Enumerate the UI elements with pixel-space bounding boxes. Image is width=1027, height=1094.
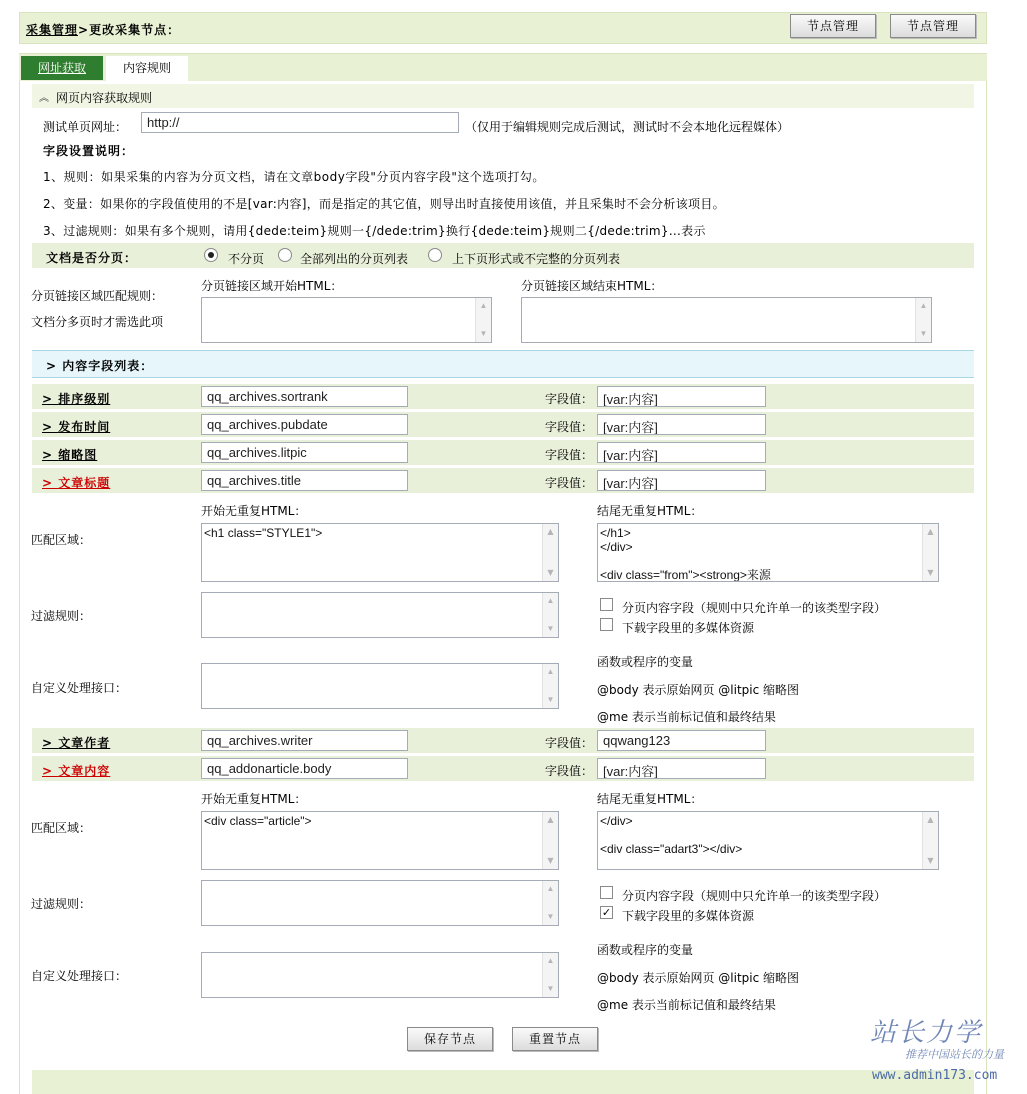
paging-region-label: 分页链接区域匹配规则： — [31, 289, 164, 303]
field-value-pubdate[interactable]: [var:内容] — [597, 414, 766, 435]
content-fields-header — [32, 350, 974, 378]
download-media-label: 下载字段里的多媒体资源 — [622, 621, 755, 635]
paged-field-checkbox[interactable] — [600, 886, 613, 899]
paging-label: 文档是否分页： — [46, 251, 138, 265]
content-fields-title: > 内容字段列表： — [46, 359, 154, 373]
field-name: 文章标题 — [58, 476, 111, 490]
field-value-label: 字段值： — [545, 420, 594, 434]
field-link-title[interactable]: > 文章标题 — [42, 476, 111, 490]
node-manage-button-2[interactable]: 节点管理 — [890, 14, 976, 38]
body-start-textarea[interactable]: <div class="article"> — [201, 811, 559, 870]
paging-end-label: 分页链接区域结束HTML： — [521, 279, 663, 293]
field-value-title[interactable]: [var:内容] — [597, 470, 766, 491]
download-media-checkbox[interactable]: ✓ — [601, 906, 612, 919]
field-input-sortrank[interactable]: qq_archives.sortrank — [201, 386, 408, 407]
field-link-body[interactable]: > 文章内容 — [42, 764, 111, 778]
field-row — [32, 468, 974, 494]
field-name: 缩略图 — [58, 448, 98, 462]
paged-field-label: 分页内容字段（规则中只允许单一的该类型字段） — [622, 601, 887, 615]
field-name: 排序级别 — [58, 392, 111, 406]
match-region-label: 匹配区域： — [31, 533, 92, 547]
field-name: 发布时间 — [58, 420, 111, 434]
end-html-label: 结尾无重复HTML： — [597, 792, 703, 806]
paging-start-label: 分页链接区域开始HTML： — [201, 279, 343, 293]
filter-rules-label: 过滤规则： — [31, 609, 92, 623]
content-fields-title-text: 内容字段列表： — [62, 359, 154, 373]
match-region-label: 匹配区域： — [31, 821, 92, 835]
paging-radio-all[interactable] — [278, 248, 292, 262]
me-hint: @me 表示当前标记值和最终结果 — [597, 998, 776, 1012]
body-custom-textarea[interactable] — [201, 952, 559, 998]
scroll-up-icon[interactable]: ▲ — [919, 301, 928, 310]
watermark-logo: 站长力学 — [870, 1018, 983, 1048]
field-input-pubdate[interactable]: qq_archives.pubdate — [201, 414, 408, 435]
paging-radio-none[interactable] — [204, 248, 218, 262]
help-line-1: 1、规则：如果采集的内容为分页文档，请在文章body字段"分页内容字段"这个选项打勾。 — [43, 170, 545, 184]
field-value-label: 字段值： — [545, 392, 594, 406]
paging-opt-none: 不分页 — [228, 252, 265, 266]
paging-radio-prevnext[interactable] — [428, 248, 442, 262]
body-filter-textarea[interactable] — [201, 880, 559, 926]
paging-opt-prevnext: 上下页形式或不完整的分页列表 — [452, 252, 621, 266]
download-media-checkbox[interactable] — [600, 618, 613, 631]
field-link-pubdate[interactable]: > 发布时间 — [42, 420, 111, 434]
scroll-down-icon[interactable]: ▼ — [546, 624, 555, 633]
field-help-title: 字段设置说明： — [43, 144, 135, 158]
field-value-label: 字段值： — [545, 476, 594, 490]
help-line-3: 3、过滤规则：如果有多个规则，请用{dede:teim}规则一{/dede:trim}换行{dede:teim}规则二{/dede:trim}...表示 — [43, 224, 706, 238]
scrollbar[interactable] — [475, 298, 491, 342]
field-input-title[interactable]: qq_archives.title — [201, 470, 408, 491]
scrollbar[interactable] — [922, 812, 938, 869]
end-html-label: 结尾无重复HTML： — [597, 504, 703, 518]
field-value-body[interactable]: [var:内容] — [597, 758, 766, 779]
tab-url-fetch[interactable]: 网址获取 — [21, 56, 103, 80]
field-row — [32, 756, 974, 782]
scrollbar[interactable] — [542, 524, 558, 581]
breadcrumb-link-collect[interactable]: 采集管理 — [26, 23, 79, 37]
field-row — [32, 384, 974, 410]
custom-interface-label: 自定义处理接口： — [31, 969, 128, 983]
paging-start-textarea[interactable] — [201, 297, 492, 343]
rules-section-header[interactable] — [32, 84, 974, 108]
breadcrumb — [26, 21, 180, 38]
body-hint: @body 表示原始网页 @litpic 缩略图 — [597, 971, 800, 985]
scrollbar[interactable] — [922, 524, 938, 581]
scrollbar[interactable] — [542, 953, 558, 997]
filter-rules-label: 过滤规则： — [31, 897, 92, 911]
title-start-textarea[interactable]: <h1 class="STYLE1"> — [201, 523, 559, 582]
field-value-writer[interactable]: qqwang123 — [597, 730, 766, 751]
field-input-body[interactable]: qq_addonarticle.body — [201, 758, 408, 779]
scroll-down-icon[interactable]: ▼ — [927, 568, 934, 577]
title-filter-textarea[interactable] — [201, 592, 559, 638]
title-end-textarea[interactable]: </h1> </div> <div class="from"><strong>来源 — [597, 523, 939, 582]
test-url-label: 测试单页网址： — [43, 120, 128, 134]
scroll-up-icon[interactable]: ▲ — [927, 527, 934, 536]
test-url-note: （仅用于编辑规则完成后测试，测试时不会本地化远程媒体） — [465, 120, 790, 134]
scroll-up-icon[interactable]: ▲ — [547, 815, 554, 824]
scroll-up-icon[interactable]: ▲ — [546, 667, 555, 676]
paging-region-hint: 文档分多页时才需选此项 — [31, 315, 164, 329]
title-custom-textarea[interactable] — [201, 663, 559, 709]
scroll-down-icon[interactable]: ▼ — [479, 329, 488, 338]
test-url-input[interactable]: http:// — [141, 112, 459, 133]
field-input-writer[interactable]: qq_archives.writer — [201, 730, 408, 751]
field-value-label: 字段值： — [545, 448, 594, 462]
breadcrumb-sep: > — [78, 23, 90, 37]
save-node-button[interactable]: 保存节点 — [407, 1027, 493, 1051]
field-name: 文章作者 — [58, 736, 111, 750]
scrollbar[interactable] — [915, 298, 931, 342]
scroll-down-icon[interactable]: ▼ — [546, 695, 555, 704]
paged-field-label: 分页内容字段（规则中只允许单一的该类型字段） — [622, 889, 887, 903]
field-name: 文章内容 — [58, 764, 111, 778]
scroll-up-icon[interactable]: ▲ — [546, 884, 555, 893]
scroll-down-icon[interactable]: ▼ — [546, 984, 555, 993]
field-value-label: 字段值： — [545, 736, 594, 750]
tab-content-rules[interactable]: 内容规则 — [106, 56, 188, 81]
field-link-litpic[interactable]: > 缩略图 — [42, 448, 98, 462]
body-end-textarea[interactable]: </div> <div class="adart3"></div> — [597, 811, 939, 870]
watermark-slogan: 推荐中国站长的力量 — [905, 1048, 1004, 1061]
scrollbar[interactable] — [542, 881, 558, 925]
scroll-down-icon[interactable]: ▼ — [547, 856, 554, 865]
scroll-up-icon[interactable]: ▲ — [479, 301, 488, 310]
reset-node-button[interactable]: 重置节点 — [512, 1027, 598, 1051]
rules-section-title: 网页内容获取规则 — [56, 91, 153, 105]
field-input-litpic[interactable]: qq_archives.litpic — [201, 442, 408, 463]
field-link-writer[interactable]: > 文章作者 — [42, 736, 111, 750]
watermark-url: www.admin173.com — [872, 1068, 998, 1083]
me-hint: @me 表示当前标记值和最终结果 — [597, 710, 776, 724]
field-value-label: 字段值： — [545, 764, 594, 778]
scrollbar[interactable] — [542, 593, 558, 637]
scroll-up-icon[interactable]: ▲ — [546, 956, 555, 965]
scrollbar[interactable] — [542, 812, 558, 869]
collapse-icon[interactable]: ︽ — [39, 93, 49, 104]
start-html-label: 开始无重复HTML： — [201, 504, 307, 518]
scroll-up-icon[interactable]: ▲ — [546, 596, 555, 605]
paging-opt-all: 全部列出的分页列表 — [300, 252, 409, 266]
field-link-sortrank[interactable]: > 排序级别 — [42, 392, 111, 406]
paged-field-checkbox[interactable] — [600, 598, 613, 611]
field-row — [32, 412, 974, 438]
field-row — [32, 440, 974, 466]
scroll-down-icon[interactable]: ▼ — [919, 329, 928, 338]
footer-bar — [32, 1070, 974, 1094]
scrollbar[interactable] — [542, 664, 558, 708]
scroll-up-icon[interactable]: ▲ — [927, 815, 934, 824]
download-media-label: 下载字段里的多媒体资源 — [622, 909, 755, 923]
start-html-label: 开始无重复HTML： — [201, 792, 307, 806]
scroll-up-icon[interactable]: ▲ — [547, 527, 554, 536]
scroll-down-icon[interactable]: ▼ — [546, 912, 555, 921]
field-value-sortrank[interactable]: [var:内容] — [597, 386, 766, 407]
func-hint: 函数或程序的变量 — [597, 943, 694, 957]
scroll-down-icon[interactable]: ▼ — [927, 856, 934, 865]
node-manage-button-1[interactable]: 节点管理 — [790, 14, 876, 38]
scroll-down-icon[interactable]: ▼ — [547, 568, 554, 577]
body-hint: @body 表示原始网页 @litpic 缩略图 — [597, 683, 800, 697]
help-line-2: 2、变量：如果你的字段值使用的不是[var:内容]，而是指定的其它值，则导出时直接使用该值，并且采集时不会分析该项目。 — [43, 197, 725, 211]
custom-interface-label: 自定义处理接口： — [31, 681, 128, 695]
page-title: 更改采集节点： — [89, 23, 181, 37]
field-value-litpic[interactable]: [var:内容] — [597, 442, 766, 463]
func-hint: 函数或程序的变量 — [597, 655, 694, 669]
paging-end-textarea[interactable] — [521, 297, 932, 343]
field-row — [32, 728, 974, 754]
